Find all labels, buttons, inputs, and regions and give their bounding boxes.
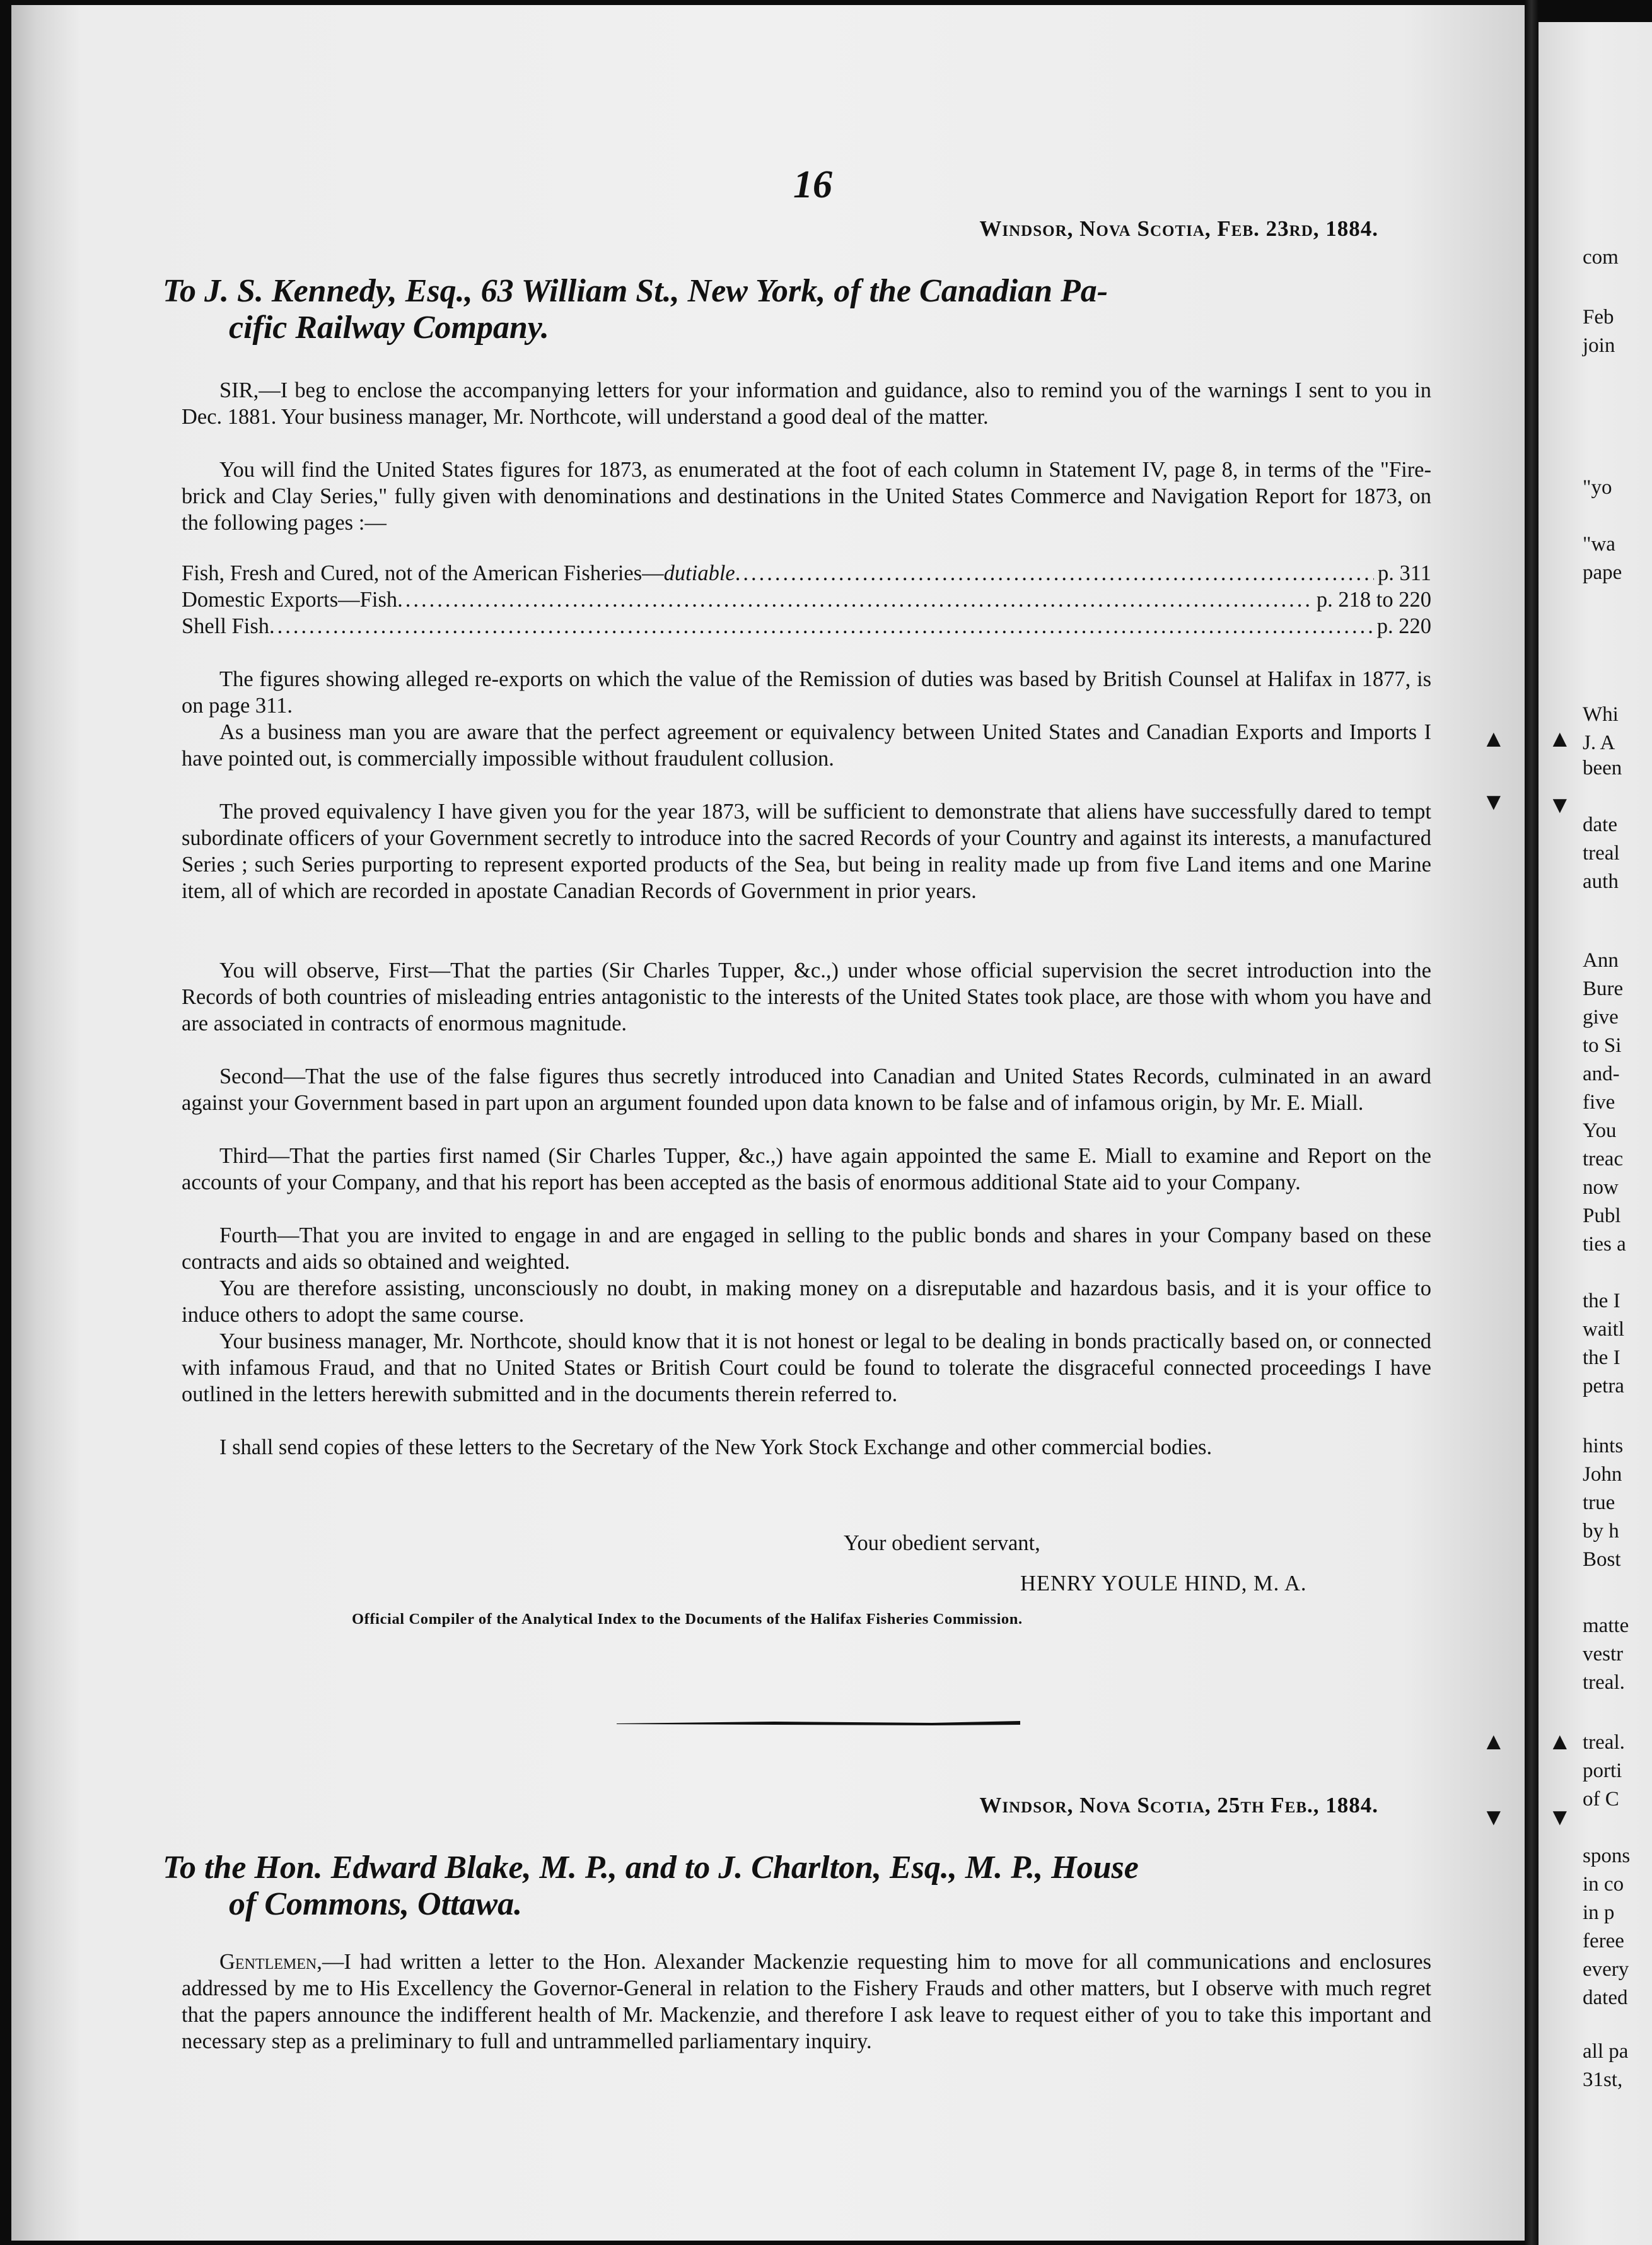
- letter2-address-line1: To the Hon. Edward Blake, M. P., and to J. Charlton, Esq., M. P., House: [163, 1850, 1139, 1886]
- adjacent-fragment: "wa: [1583, 533, 1615, 556]
- adjacent-fragment: by h: [1583, 1520, 1619, 1542]
- adjacent-fragment: "yo: [1583, 476, 1612, 499]
- adjacent-fragment: waitl: [1583, 1318, 1624, 1341]
- letter1-paragraph-11: Your business manager, Mr. Northcote, should know that it is not honest or legal to be dealing in bonds practically based on, or connected with infamous Fraud, and that no United States or British Court could be found to tolerate the disgraceful connected proceedings I have outlined in the letters herewith submitted and in the documents therein referred to.: [182, 1329, 1431, 1406]
- signature-title: Official Compiler of the Analytical Index to the Documents of the Halifax Fisheries Commission.: [352, 1611, 1023, 1628]
- adjacent-fragment: treal.: [1583, 1671, 1625, 1694]
- adjacent-fragment: Bost: [1583, 1548, 1621, 1571]
- reference-label-plain: Fish, Fresh and Cured, not of the American Fisheries—: [182, 561, 664, 585]
- adjacent-fragment: treac: [1583, 1148, 1624, 1170]
- adjacent-fragment: ties a: [1583, 1233, 1626, 1256]
- adjacent-fragment: been: [1583, 757, 1622, 779]
- adjacent-fragment: porti: [1583, 1759, 1622, 1782]
- book-gutter: [1525, 0, 1539, 2245]
- binding-mark: ▼: [1482, 1804, 1506, 1831]
- leader-dots: [397, 586, 1313, 613]
- adjacent-fragment: in p: [1583, 1901, 1615, 1924]
- letter1-paragraph-1: SIR,—I beg to enclose the accompanying letters for your information and guidance, also to remind you of the warnings I sent to you in Dec. 1881. Your business manager, Mr. Northcote, will understand a good deal of the matter.: [182, 378, 1431, 429]
- section-divider: [617, 1719, 1020, 1728]
- adjacent-fragment: spons: [1583, 1845, 1631, 1867]
- adjacent-fragment: pape: [1583, 561, 1622, 584]
- adjacent-fragment: petra: [1583, 1375, 1624, 1397]
- reference-page: p. 311: [1378, 561, 1431, 585]
- adjacent-fragment: date: [1583, 813, 1617, 836]
- binding-mark: ▼: [1548, 792, 1572, 819]
- adjacent-fragment: true: [1583, 1491, 1615, 1514]
- letter1-paragraph-2: You will find the United States figures for 1873, as enumerated at the foot of each column in Statement IV, page 8, in terms of the "Fire-brick and Clay Series," fully given with denominations and destinations in the United States Commerce and Navigation Report for 1873, on the following pages :—: [182, 458, 1431, 535]
- adjacent-fragment: the I: [1583, 1290, 1620, 1312]
- reference-row-shell-fish: [182, 613, 1431, 639]
- salutation: Gentlemen,: [219, 1950, 322, 1974]
- reference-row-domestic-exports: [182, 586, 1431, 613]
- adjacent-fragment: all pa: [1583, 2040, 1629, 2063]
- adjacent-fragment: and-: [1583, 1063, 1620, 1085]
- letter1-dateline: Windsor, Nova Scotia, Feb. 23rd, 1884.: [979, 216, 1378, 241]
- adjacent-fragment: Feb: [1583, 306, 1614, 329]
- reference-label: Shell Fish: [182, 614, 269, 638]
- adjacent-fragment: 31st,: [1583, 2068, 1623, 2091]
- adjacent-fragment: join: [1583, 334, 1615, 357]
- letter1-paragraph-6: You will observe, First—That the parties (Sir Charles Tupper, &c.,) under whose official supervision the secret introduction into the Records of both countries of misleading entries antagonistic to the interests of the United States took place, are those with whom you have and are associated in contracts of enormous magnitude.: [182, 959, 1431, 1035]
- binding-mark: ▼: [1548, 1804, 1572, 1831]
- adjacent-fragment: the I: [1583, 1346, 1620, 1369]
- adjacent-fragment: dated: [1583, 1986, 1628, 2009]
- adjacent-fragment: Bure: [1583, 977, 1624, 1000]
- letter1-paragraph-5: The proved equivalency I have given you for the year 1873, will be sufficient to demonstrate that aliens have successfully dared to tempt subordinate officers of your Government secretly to introduce into the sacred Records of your Country and against its interests, a manufactured Series ; such Series purporting to represent exported products of the Sea, but being in reality made up from five Land items and one Marine item, all of which are recorded in apostate Canadian Records of Government in prior years.: [182, 800, 1431, 903]
- letter1-address-line2: cific Railway Company.: [229, 310, 549, 346]
- adjacent-fragment: You: [1583, 1119, 1617, 1142]
- binding-mark: ▲: [1548, 726, 1572, 752]
- adjacent-fragment: Whi: [1583, 703, 1619, 726]
- letter1-paragraph-4: As a business man you are aware that the perfect agreement or equivalency between United States and Canadian Exports and Imports I have pointed out, is commercially impossible without fraudulent collusion.: [182, 720, 1431, 771]
- reference-label: [182, 560, 735, 586]
- letter1-paragraph-12: I shall send copies of these letters to the Secretary of the New York Stock Exchange and other commercial bodies.: [219, 1435, 1213, 1459]
- adjacent-fragment: com: [1583, 246, 1619, 269]
- adjacent-fragment: auth: [1583, 870, 1619, 893]
- adjacent-fragment: treal: [1583, 842, 1620, 865]
- binding-mark: ▲: [1548, 1729, 1572, 1755]
- letter1-paragraph-3: The figures showing alleged re-exports on which the value of the Remission of duties was based by British Counsel at Halifax in 1877, is on page 311.: [182, 667, 1431, 718]
- adjacent-fragment: treal.: [1583, 1731, 1625, 1754]
- adjacent-fragment: now: [1583, 1176, 1619, 1199]
- reference-label: Domestic Exports—Fish: [182, 588, 398, 612]
- binding-mark: ▲: [1482, 726, 1506, 752]
- adjacent-fragment: five: [1583, 1091, 1615, 1114]
- signature: HENRY YOULE HIND, M. A.: [1020, 1572, 1307, 1595]
- adjacent-fragment: Ann: [1583, 949, 1619, 972]
- closing: Your obedient servant,: [844, 1531, 1040, 1555]
- binding-mark: ▲: [1482, 1729, 1506, 1755]
- letter1-address-line1: To J. S. Kennedy, Esq., 63 William St., New York, of the Canadian Pa-: [163, 273, 1108, 309]
- binding-mark: ▼: [1482, 789, 1506, 815]
- document-page: [11, 5, 1525, 2241]
- adjacent-fragment: give: [1583, 1006, 1619, 1029]
- adjacent-fragment: every: [1583, 1958, 1629, 1981]
- adjacent-fragment: of C: [1583, 1788, 1619, 1811]
- reference-page: p. 218 to 220: [1316, 588, 1431, 612]
- letter2-paragraph-1-text: —I had written a letter to the Hon. Alexander Mackenzie requesting him to move for all communications and enclosures addressed by me to His Excellency the Governor-General in relation to the Fishery Frauds and other matters, but I observe with much regret that the papers announce the indifferent health of Mr. Mackenzie, and therefore I ask leave to request either of you to take this important and necessary step as a preliminary to full and untrammelled parliamentary inquiry.: [182, 1950, 1431, 2053]
- page-number: 16: [793, 163, 832, 206]
- leader-dots: [269, 613, 1373, 639]
- adjacent-fragment: matte: [1583, 1614, 1629, 1637]
- letter1-paragraph-10: You are therefore assisting, unconsciously no doubt, in making money on a disreputable and hazardous basis, and it is your office to induce others to adopt the same course.: [182, 1276, 1431, 1327]
- adjacent-fragment: feree: [1583, 1930, 1624, 1952]
- leader-dots: [735, 560, 1374, 586]
- adjacent-fragment: J. A: [1583, 732, 1615, 754]
- adjacent-fragment: to Si: [1583, 1034, 1622, 1057]
- reference-row-fish-fresh: [182, 560, 1431, 586]
- reference-label-italic: dutiable: [663, 561, 735, 585]
- letter2-paragraph-1: [182, 1949, 1431, 2055]
- adjacent-page: [1539, 22, 1652, 2245]
- letter2-address-line2: of Commons, Ottawa.: [229, 1886, 523, 1922]
- adjacent-fragment: vestr: [1583, 1643, 1624, 1665]
- letter1-paragraph-8: Third—That the parties first named (Sir Charles Tupper, &c.,) have again appointed the same E. Miall to examine and Report on the accounts of your Company, and that his report has been accepted as the basis of enormous additional State aid to your Company.: [182, 1144, 1431, 1194]
- letter1-paragraph-9: Fourth—That you are invited to engage in and are engaged in selling to the public bonds and shares in your Company based on these contracts and aids so obtained and weighted.: [182, 1223, 1431, 1274]
- letter1-address: [163, 273, 1405, 346]
- letter2-address: [163, 1850, 1405, 1923]
- adjacent-fragment: hints: [1583, 1435, 1624, 1457]
- letter2-dateline: Windsor, Nova Scotia, 25th Feb., 1884.: [979, 1793, 1378, 1817]
- adjacent-fragment: John: [1583, 1463, 1622, 1486]
- reference-page: p. 220: [1376, 614, 1431, 638]
- letter1-paragraph-7: Second—That the use of the false figures thus secretly introduced into Canadian and United States Records, culminated in an award against your Government based in part upon an argument founded upon data known to be false and of infamous origin, by Mr. E. Miall.: [182, 1064, 1431, 1115]
- adjacent-fragment: Publ: [1583, 1204, 1621, 1227]
- adjacent-fragment: in co: [1583, 1873, 1624, 1896]
